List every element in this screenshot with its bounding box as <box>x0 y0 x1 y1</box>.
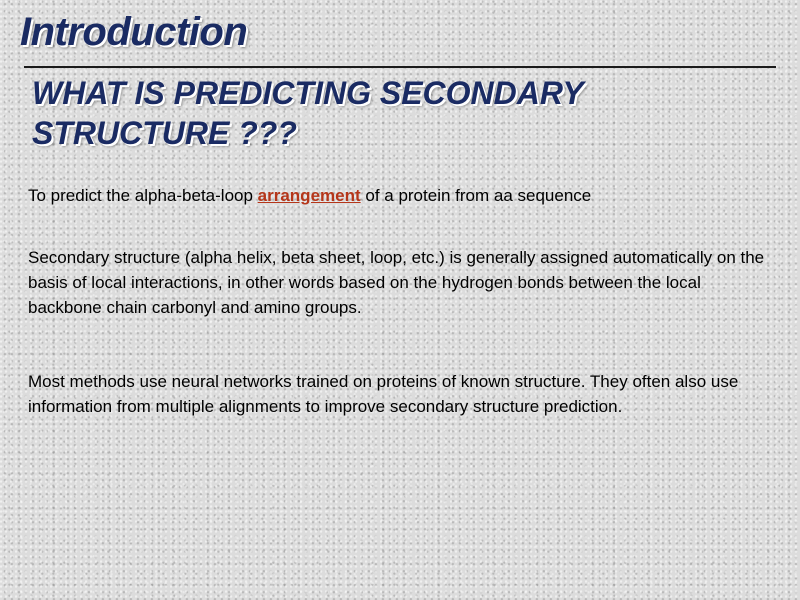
paragraph-text-after-link: of a protein from aa sequence <box>360 186 592 205</box>
paragraph-prediction-goal <box>28 183 778 208</box>
paragraph-secondary-structure: Secondary structure (alpha helix, beta sheet, loop, etc.) is generally assigned automatically on the basis of local interactions, in other words based on the hydrogen bonds between the local backbone chain carbonyl and amino groups. <box>28 248 765 317</box>
slide-subtitle: WHAT IS PREDICTING SECONDARY STRUCTURE ??? <box>32 75 584 151</box>
arrangement-link[interactable]: arrangement <box>257 186 361 205</box>
slide-title: Introduction <box>20 10 248 54</box>
paragraph-text-before-link: To predict the alpha-beta-loop <box>28 186 258 205</box>
title-divider <box>24 66 776 68</box>
paragraph-methods: Most methods use neural networks trained on proteins of known structure. They often also use information from multiple alignments to improve secondary structure prediction. <box>28 372 739 416</box>
